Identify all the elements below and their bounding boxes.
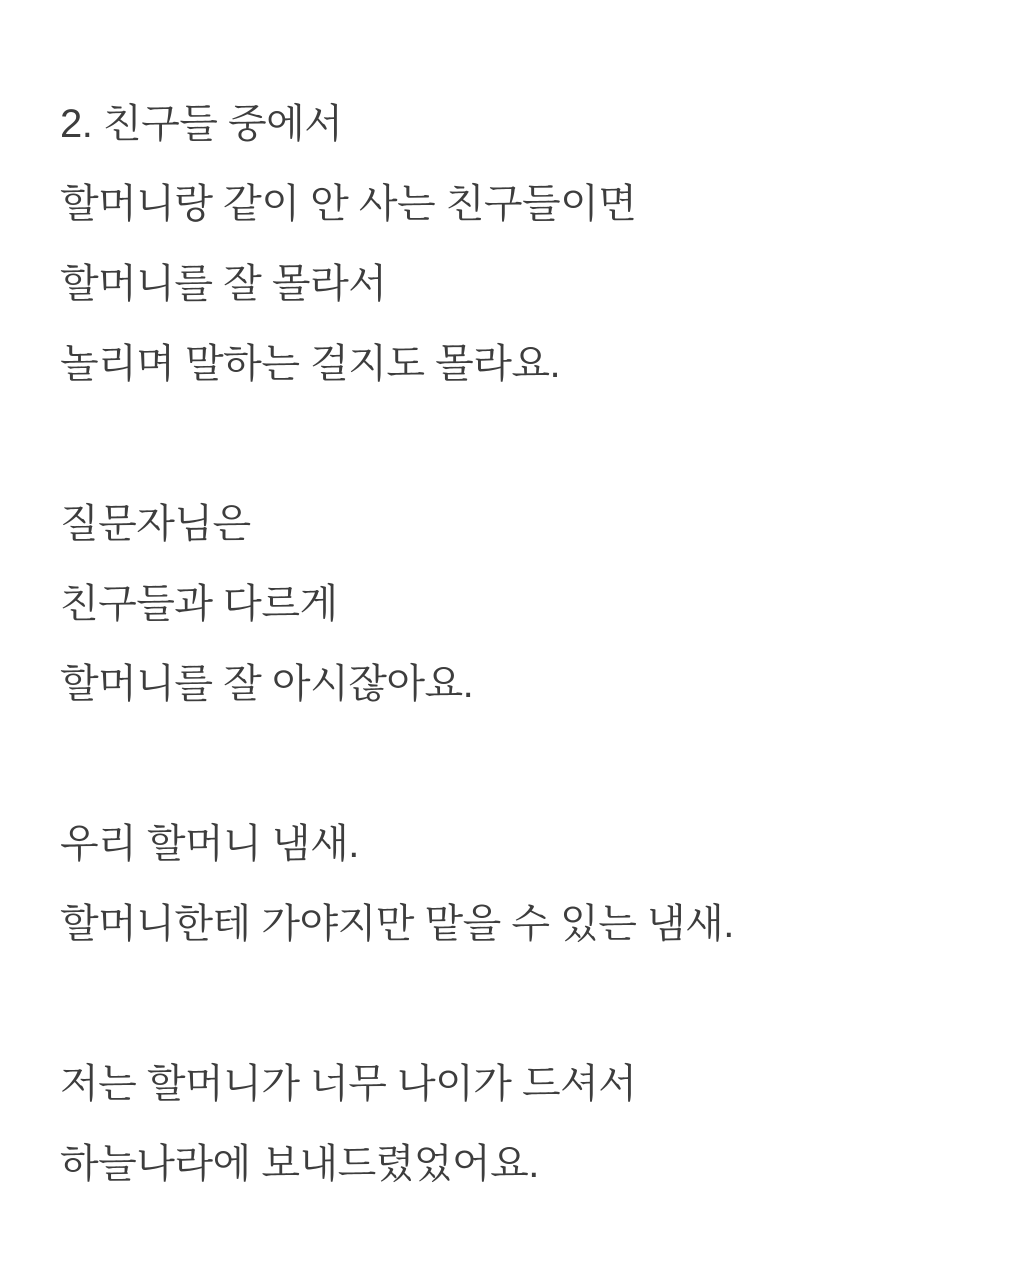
text-line: 할머니랑 같이 안 사는 친구들이면 bbox=[60, 182, 637, 226]
text-line: 2. 친구들 중에서 bbox=[60, 102, 343, 146]
text-line: 하늘나라에 보내드렸었어요. bbox=[60, 1142, 539, 1186]
paragraph-3 bbox=[60, 804, 994, 964]
text-line: 할머니한테 가야지만 맡을 수 있는 냄새. bbox=[60, 902, 734, 946]
paragraph-2 bbox=[60, 484, 994, 724]
text-line: 놀리며 말하는 걸지도 몰라요. bbox=[60, 342, 561, 386]
text-line: 저는 할머니가 너무 나이가 드셔서 bbox=[60, 1062, 637, 1106]
paragraph-1 bbox=[60, 84, 994, 404]
text-line: 질문자님은 bbox=[60, 502, 251, 546]
text-line: 친구들과 다르게 bbox=[60, 582, 338, 626]
text-line: 우리 할머니 냄새. bbox=[60, 822, 359, 866]
paragraph-4 bbox=[60, 1044, 994, 1204]
text-line: 할머니를 잘 몰라서 bbox=[60, 262, 387, 306]
text-line: 할머니를 잘 아시잖아요. bbox=[60, 662, 474, 706]
